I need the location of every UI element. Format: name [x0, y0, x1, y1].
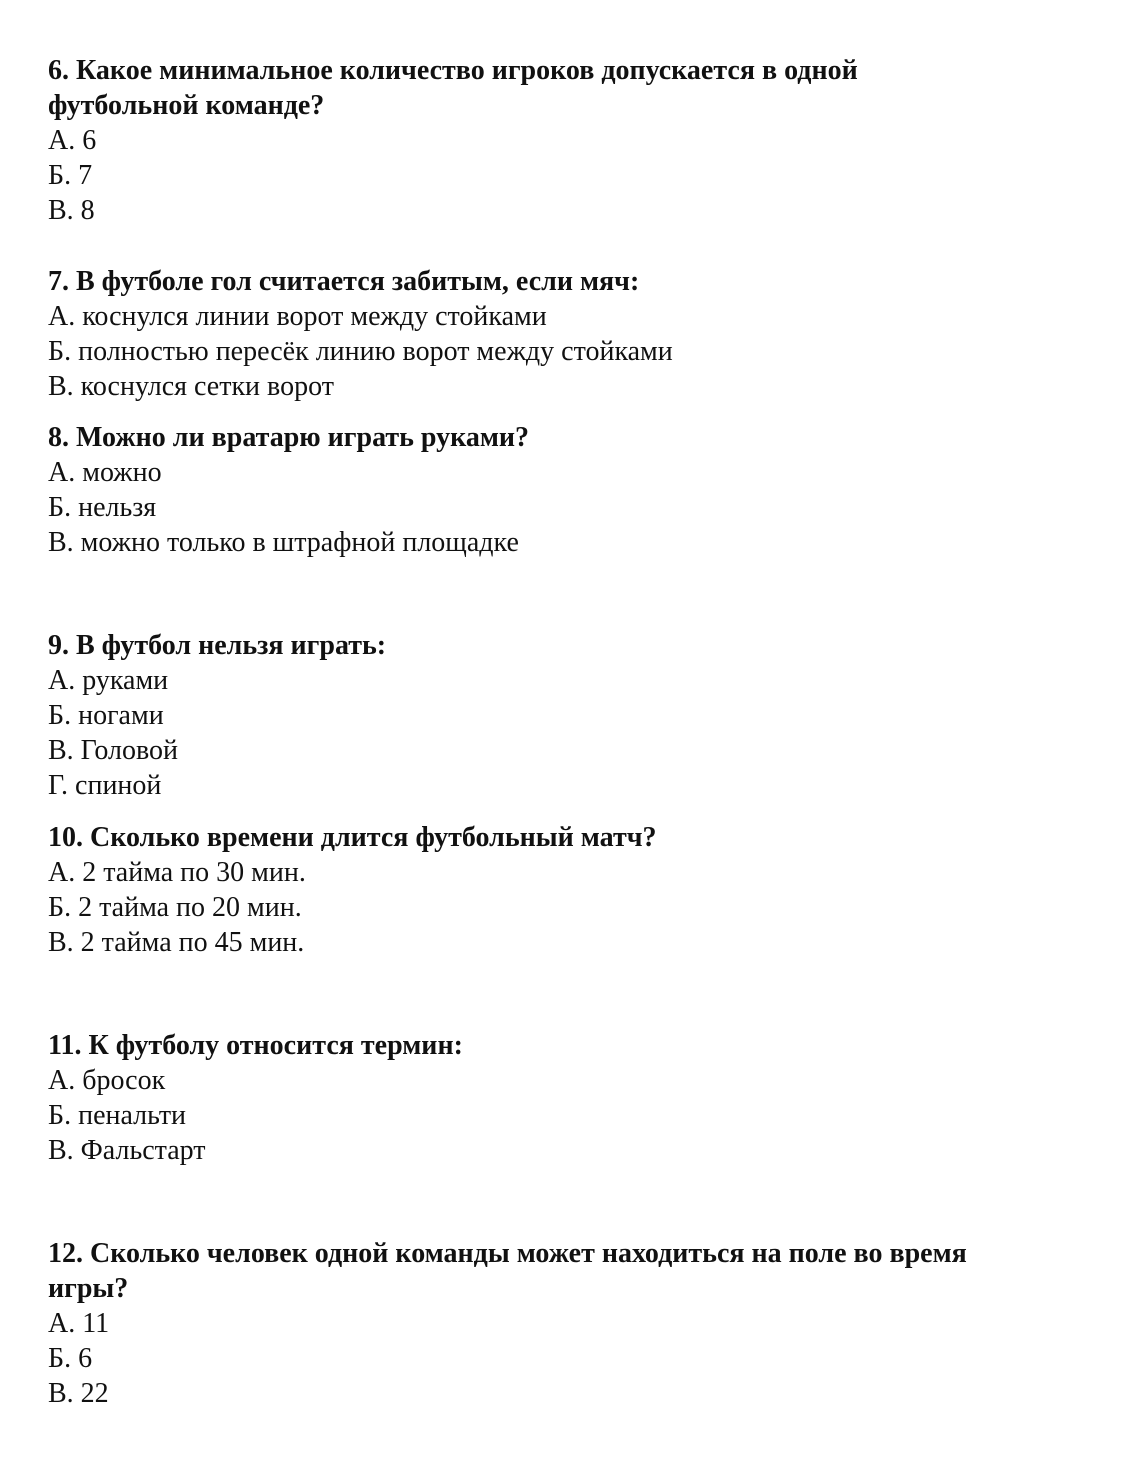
question-9-option-b: Б. ногами — [48, 700, 164, 731]
question-8-option-c: В. можно только в штрафной площадке — [48, 527, 519, 558]
question-10 — [48, 820, 1108, 960]
question-6-option-b: Б. 7 — [48, 160, 93, 191]
question-8 — [48, 420, 1108, 560]
question-12 — [48, 1236, 1108, 1411]
question-9-title: 9. В футбол нельзя играть: — [48, 630, 387, 661]
question-12-title-line-2: игры? — [48, 1273, 129, 1304]
question-7-option-a: А. коснулся линии ворот между стойками — [48, 301, 547, 332]
question-6-title-line-1: 6. Какое минимальное количество игроков допускается в одной — [48, 55, 858, 86]
question-8-title: 8. Можно ли вратарю играть руками? — [48, 422, 530, 453]
question-7-option-b: Б. полностью пересёк линию ворот между стойками — [48, 336, 673, 367]
question-10-option-c: В. 2 тайма по 45 мин. — [48, 927, 305, 958]
question-11-title: 11. К футболу относится термин: — [48, 1030, 463, 1061]
question-12-option-a: А. 11 — [48, 1308, 110, 1339]
question-11-option-b: Б. пенальти — [48, 1100, 187, 1131]
question-6-title-line-2: футбольной команде? — [48, 90, 325, 121]
question-6-option-c: В. 8 — [48, 195, 95, 226]
question-12-option-c: В. 22 — [48, 1378, 109, 1409]
question-11-option-c: В. Фальстарт — [48, 1135, 206, 1166]
question-6 — [48, 53, 1108, 228]
question-10-title: 10. Сколько времени длится футбольный матч? — [48, 822, 657, 853]
question-11 — [48, 1028, 1108, 1168]
question-7-title: 7. В футболе гол считается забитым, если мяч: — [48, 266, 640, 297]
question-9-option-a: А. руками — [48, 665, 169, 696]
question-11-option-a: А. бросок — [48, 1065, 166, 1096]
question-9-option-c: В. Головой — [48, 735, 179, 766]
question-10-option-a: А. 2 тайма по 30 мин. — [48, 857, 306, 888]
question-7-option-c: В. коснулся сетки ворот — [48, 371, 334, 402]
question-6-option-a: А. 6 — [48, 125, 97, 156]
question-10-option-b: Б. 2 тайма по 20 мин. — [48, 892, 302, 923]
question-7 — [48, 264, 1108, 404]
question-12-title-line-1: 12. Сколько человек одной команды может находиться на поле во время — [48, 1238, 967, 1269]
question-9 — [48, 628, 1108, 803]
question-12-option-b: Б. 6 — [48, 1343, 93, 1374]
question-8-option-a: А. можно — [48, 457, 162, 488]
question-8-option-b: Б. нельзя — [48, 492, 157, 523]
question-9-option-d: Г. спиной — [48, 770, 162, 801]
